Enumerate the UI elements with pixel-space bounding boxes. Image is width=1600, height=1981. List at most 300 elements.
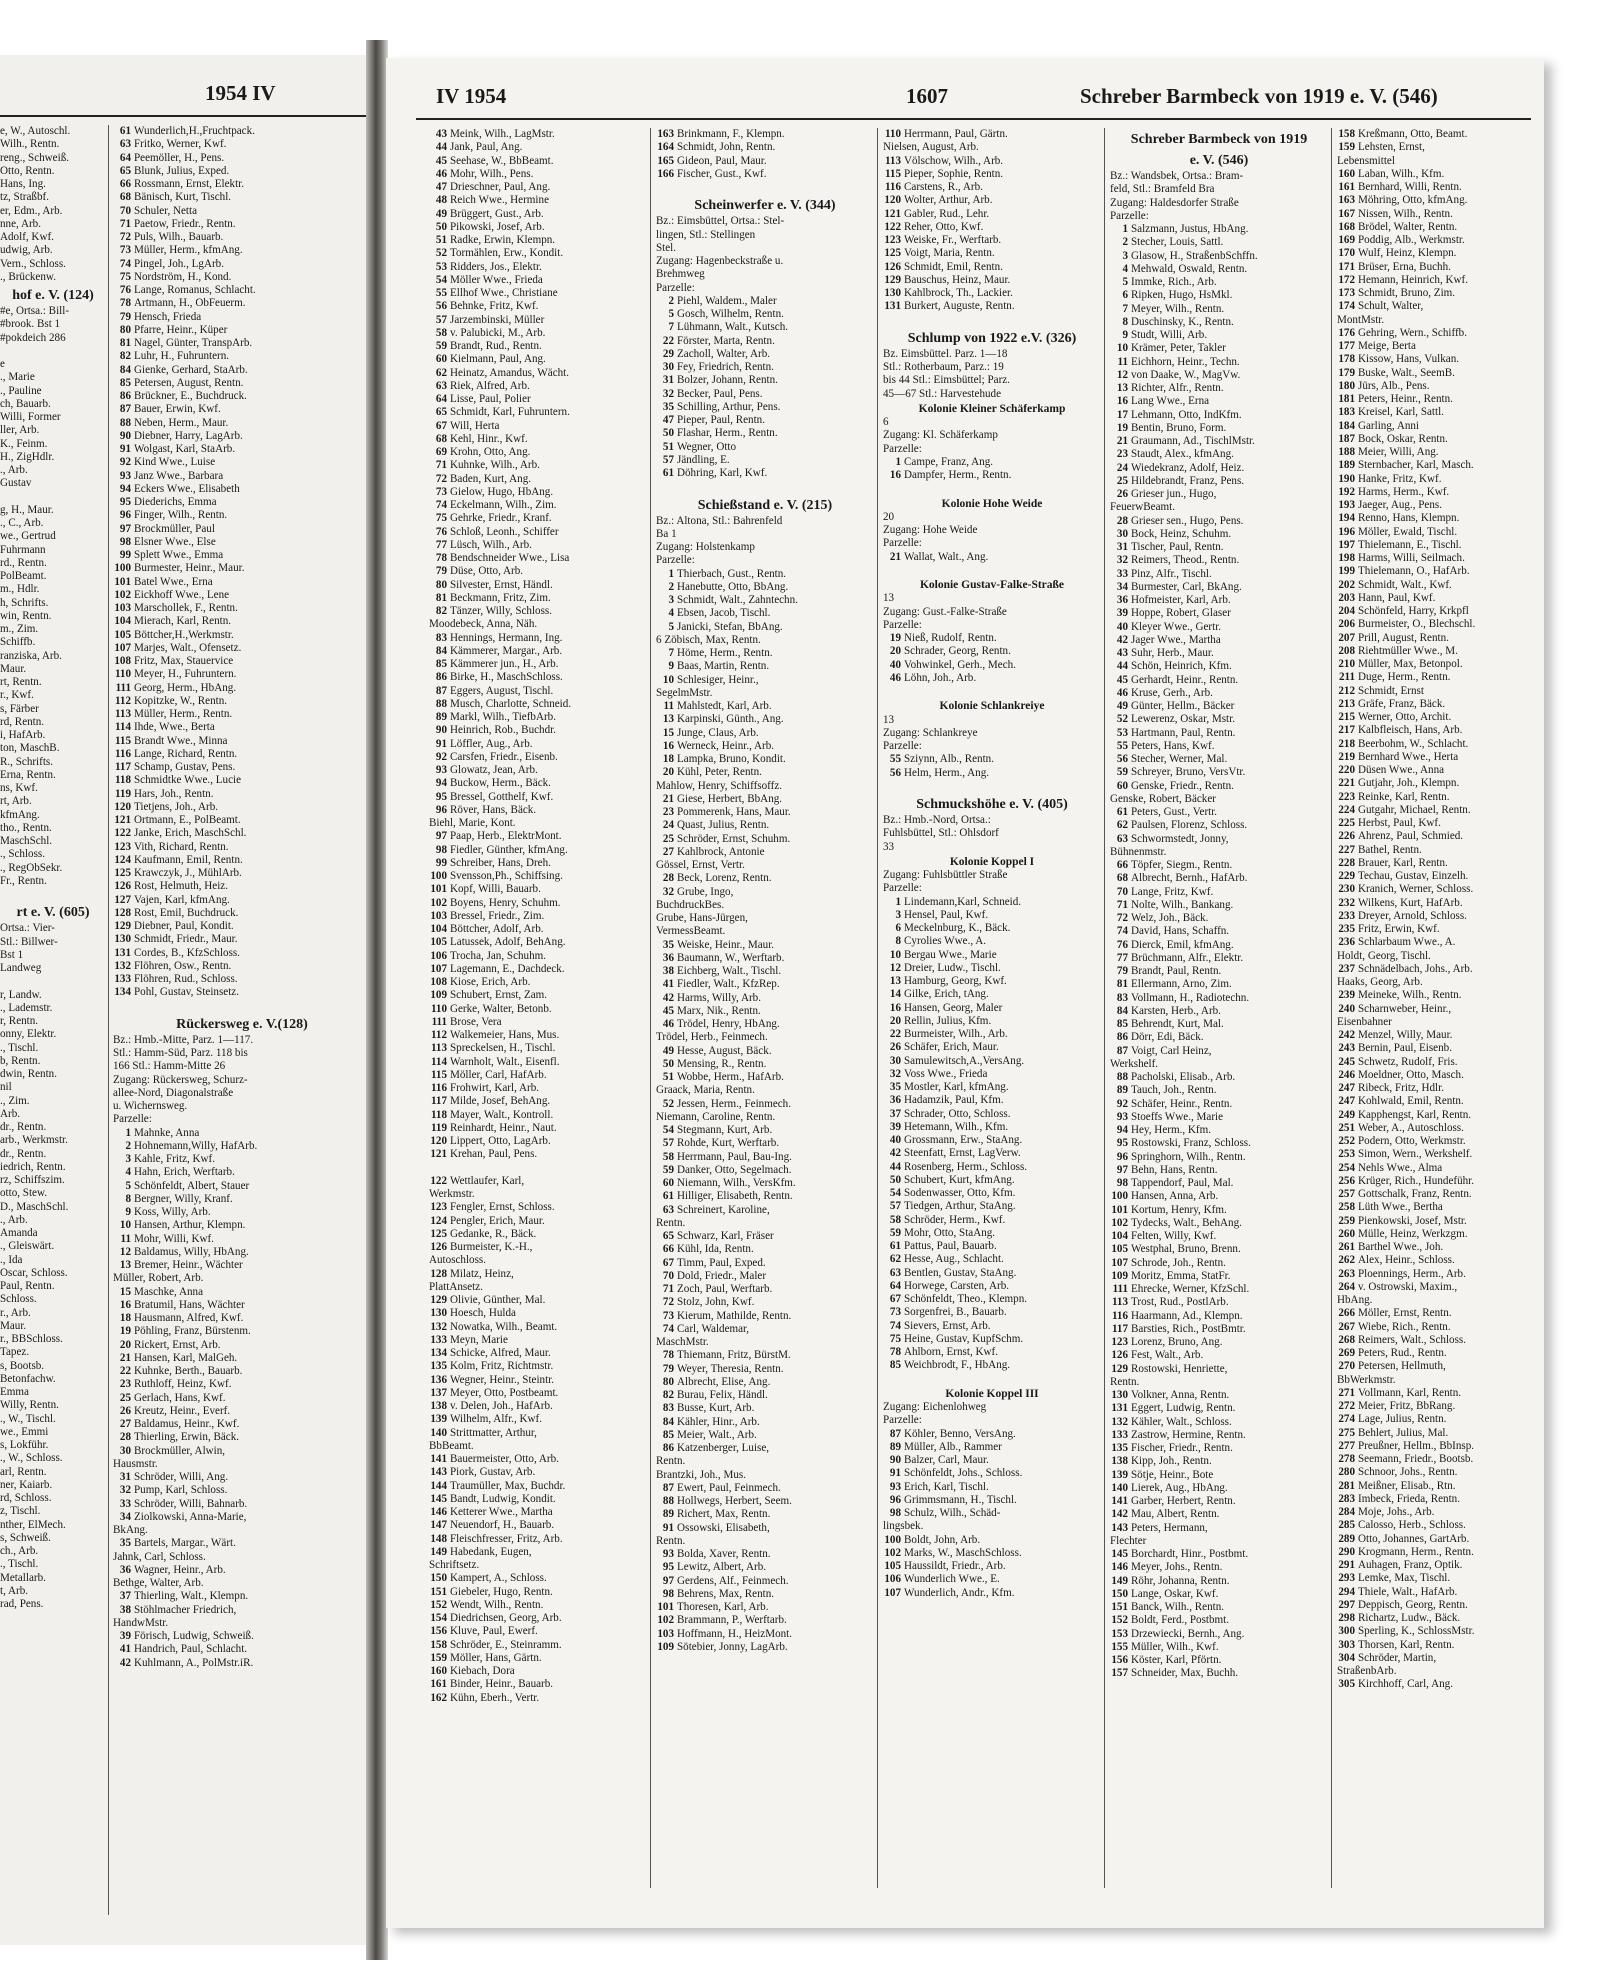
directory-entry: Arb.	[0, 1107, 21, 1120]
directory-entry: 129 Rostowski, Henriette,	[1111, 1362, 1228, 1375]
directory-entry: 97 Paap, Herb., ElektrMont.	[435, 830, 562, 843]
directory-entry: 232 Wilkens, Kurt, HafArb.	[1338, 896, 1463, 909]
directory-entry: 93 Stoeffs Wwe., Marie	[1116, 1110, 1224, 1123]
directory-entry: 37 Thierling, Walt., Klempn.	[119, 1590, 249, 1603]
directory-entry: PolBeamt.	[0, 570, 47, 582]
directory-entry: Holdt, Georg, Tischl.	[1337, 949, 1431, 962]
directory-entry: 137 Meyer, Otto, Postbeamt.	[430, 1386, 559, 1399]
directory-entry: 52 Tormählen, Erw., Kondit.	[435, 247, 564, 260]
directory-entry: 77 Lüsch, Wilh., Arb.	[435, 538, 532, 551]
directory-entry: 128 Milatz, Heinz,	[430, 1267, 514, 1280]
directory-entry: 217 Kalbfleisch, Hans, Arb.	[1338, 724, 1463, 737]
directory-entry: 91 Wolgast, Karl, StaArb.	[119, 443, 236, 455]
directory-entry: 66 Töpfer, Siegm., Rentn.	[1116, 859, 1233, 871]
directory-entry: 245 Schwetz, Rudolf, Fris.	[1338, 1055, 1458, 1068]
directory-entry: 10 Hansen, Arthur, Klempn.	[119, 1219, 246, 1232]
directory-entry: 118 Mayer, Walt., Kontroll.	[430, 1108, 554, 1121]
directory-entry: lingen, Stl.: Stellingen	[656, 228, 756, 241]
directory-entry: 55 Sziynn, Alb., Rentn.	[889, 753, 994, 766]
directory-entry: 253 Simon, Wern., Werkshelf.	[1338, 1148, 1473, 1161]
directory-entry: 149 Röhr, Johanna, Rentn.	[1111, 1574, 1230, 1587]
directory-entry: win, Rentn.	[0, 609, 52, 622]
directory-entry: 151 Banck, Wilh., Rentn.	[1111, 1601, 1225, 1613]
directory-entry: 36 Baumann, W., Werftarb.	[662, 951, 785, 964]
directory-entry: 129 Diebner, Paul, Kondit.	[114, 920, 234, 932]
directory-entry: 2 Hohnemann,Willy, HafArb.	[125, 1139, 258, 1152]
directory-entry: 25 Hildebrandt, Franz, Pens.	[1116, 474, 1245, 487]
directory-entry: 44 Jank, Paul, Ang.	[435, 141, 523, 154]
directory-entry: 70 Schuler, Netta	[119, 204, 198, 217]
directory-entry	[883, 564, 1101, 577]
directory-entry: 119 Reinhardt, Heinr., Naut.	[430, 1121, 557, 1134]
directory-entry: 303 Thorsen, Karl, Rentn.	[1338, 1638, 1455, 1651]
directory-entry: 26 Grieser jun., Hugo,	[1116, 488, 1217, 500]
directory-entry: FeuerwBeamt.	[1110, 501, 1176, 514]
directory-entry: 5 Janicki, Stefan, BbAng.	[668, 620, 783, 633]
directory-entry	[0, 345, 106, 358]
directory-entry: 70 Dold, Friedr., Maler	[662, 1269, 767, 1282]
directory-entry: 90 Diebner, Harry, LagArb.	[119, 429, 243, 442]
book-gutter	[366, 40, 388, 1960]
directory-entry: 3 Glasow, H., StraßenbSchffn.	[1122, 249, 1258, 262]
directory-entry: rz, Schiffszim.	[0, 1174, 65, 1186]
directory-entry: 100 Hansen, Anna, Arb.	[1111, 1190, 1219, 1203]
directory-entry: 50 Schubert, Kurt, kfmAng.	[889, 1173, 1015, 1186]
directory-entry: 161 Binder, Heinr., Bauarb.	[430, 1678, 554, 1691]
directory-entry: 35 Bartels, Margar., Wärt.	[119, 1537, 236, 1550]
directory-entry: Paul, Rentn.	[0, 1280, 55, 1292]
directory-entry: 57 Rohde, Kurt, Werftarb.	[662, 1137, 780, 1150]
directory-entry: ton, MaschB.	[0, 742, 60, 755]
directory-entry: 50 Mensing, R., Rentn.	[662, 1057, 767, 1070]
directory-entry: 50 Flashar, Herm., Rentn.	[662, 427, 778, 440]
directory-entry: 10 Krämer, Peter, Takler	[1116, 342, 1226, 355]
directory-entry: 19 Bentin, Bruno, Form.	[1116, 421, 1227, 434]
directory-entry: 134 Pohl, Gustav, Steinsetz.	[114, 986, 239, 999]
directory-entry: 115 Brandt Wwe., Minna	[114, 734, 228, 747]
directory-entry: 24 Wiedekranz, Adolf, Heiz.	[1116, 461, 1245, 474]
directory-entry: Bz. Eimsbüttel. Parz. 1—18	[883, 347, 1008, 360]
directory-entry: u. Wichernsweg.	[113, 1100, 188, 1112]
directory-entry: 207 Prill, August, Rentn.	[1338, 631, 1449, 644]
colony-subheading: Kolonie Hohe Weide	[941, 497, 1043, 510]
directory-entry: 239 Meineke, Wilh., Rentn.	[1338, 989, 1462, 1002]
directory-entry: 60 Kielmann, Paul, Ang.	[435, 353, 546, 366]
directory-entry: 2 Stecher, Louis, Sattl.	[1122, 236, 1224, 249]
directory-entry: 61 Peters, Gust., Vertr.	[1116, 806, 1218, 818]
directory-entry: 56 Stecher, Werner, Mal.	[1116, 753, 1228, 765]
directory-entry: 272 Meier, Fritz, BbRang.	[1338, 1400, 1456, 1412]
directory-entry: 23 Staudt, Alex., kfmAng.	[1116, 448, 1234, 461]
directory-entry: 304 Schröder, Martin,	[1338, 1651, 1437, 1664]
directory-entry: 267 Wiebe, Rich., Rentn.	[1338, 1320, 1451, 1333]
directory-entry: 19 Nieß, Rudolf, Rentn.	[889, 632, 997, 644]
directory-entry: kfmAng.	[0, 808, 40, 821]
directory-entry: 117 Milde, Josef, BehAng.	[430, 1095, 551, 1108]
directory-entry: 30 Fey, Friedrich, Rentn.	[662, 361, 774, 373]
directory-entry: 7 Meyer, Wilh., Rentn.	[1122, 302, 1225, 315]
directory-entry: 95 Diederichs, Emma	[119, 496, 217, 508]
directory-entry: 55 Ellhof Wwe., Christiane	[435, 287, 558, 299]
directory-entry: 32 Reimers, Theod., Rentn.	[1116, 554, 1240, 567]
directory-entry: 72 Stolz, John, Kwf.	[662, 1296, 755, 1309]
directory-entry: 116 Lange, Richard, Rentn.	[114, 747, 238, 760]
directory-entry: 22 Burmeister, Wilh., Arb.	[889, 1028, 1008, 1040]
directory-entry: 26 Schäfer, Erich, Maur.	[889, 1041, 999, 1054]
directory-entry: 81 Ellermann, Arno, Zim.	[1116, 978, 1232, 991]
directory-entry: 252 Podern, Otto, Werkmstr.	[1338, 1135, 1466, 1147]
directory-entry: 125 Gedanke, R., Bäck.	[430, 1227, 537, 1240]
directory-entry: 85 Weichbrodt, F., HbAng.	[889, 1359, 1011, 1372]
directory-entry: 85 Meier, Walt., Arb.	[662, 1428, 757, 1441]
directory-entry: 80 Albrecht, Elise, Ang.	[662, 1375, 771, 1388]
directory-entry: 278 Seemann, Friedr., Bootsb.	[1338, 1453, 1474, 1465]
directory-entry: Eisenbahner	[1337, 1015, 1392, 1028]
directory-entry: 254 Nehls Wwe., Alma	[1338, 1161, 1443, 1174]
directory-entry: Parzelle:	[656, 554, 695, 567]
directory-entry: 31 Tischer, Paul, Rentn.	[1116, 541, 1224, 553]
directory-entry: 22 Kuhnke, Berth., Bauarb.	[119, 1365, 243, 1377]
directory-entry: 140 Strittmatter, Arthur,	[430, 1426, 537, 1439]
directory-entry: rd., Rentn.	[0, 556, 47, 569]
directory-entry: 112 Walkemeier, Hans, Mus.	[430, 1029, 560, 1041]
directory-entry: 117 Barsties, Rich., PostBmtr.	[1111, 1322, 1246, 1335]
directory-entry: 132 Kähler, Walt., Schloss.	[1111, 1415, 1232, 1428]
directory-entry: 12 von Daake, W., MagVw.	[1116, 368, 1241, 381]
directory-entry: 43 Meink, Wilh., LagMstr.	[435, 128, 555, 140]
directory-entry	[0, 491, 106, 504]
directory-entry: 104 Mierach, Karl, Rentn.	[114, 615, 232, 628]
directory-entry: Stl.: Hamm-Süd, Parz. 118 bis	[113, 1047, 248, 1059]
directory-entry: 10 Bergau Wwe., Marie	[889, 948, 997, 961]
directory-entry: Stl.: Rotherbaum, Parz.: 19	[883, 361, 1004, 373]
directory-entry: r, Rentn.	[0, 1015, 39, 1027]
directory-entry: g, H., Maur.	[0, 503, 54, 516]
directory-entry: we., Gertrud	[0, 530, 56, 543]
directory-entry: 132 Flöhren, Osw., Rentn.	[114, 959, 232, 972]
directory-entry: ns, Kwf.	[0, 782, 38, 794]
directory-entry: 228 Brauer, Karl, Rentn.	[1338, 856, 1448, 869]
directory-entry: 97 Brockmüller, Paul	[119, 522, 215, 535]
right-page-header-left: IV 1954	[436, 84, 507, 108]
directory-entry: 2 Piehl, Waldem., Maler	[668, 294, 777, 307]
directory-entry: Gössel, Ernst, Vertr.	[656, 859, 745, 871]
directory-entry: 123 Weiske, Fr., Werftarb.	[884, 234, 1002, 246]
directory-entry: 83 Vollmann, H., Radiotechn.	[1116, 991, 1250, 1004]
directory-entry: Oscar, Schloss.	[0, 1266, 68, 1279]
directory-entry: 111 Georg, Herm., HbAng.	[115, 681, 237, 694]
directory-entry: 249 Kapphengst, Karl, Rentn.	[1338, 1108, 1472, 1121]
directory-entry: 125 Voigt, Maria, Rentn.	[884, 247, 995, 260]
directory-entry: 5 Gosch, Wilhelm, Rentn.	[668, 308, 784, 320]
directory-entry: 1 Salzmann, Justus, HbAng.	[1122, 223, 1249, 235]
directory-entry: 118 Schmidtke Wwe., Lucie	[114, 774, 242, 787]
directory-entry: 109 Sötebier, Jonny, LagArb.	[657, 1640, 788, 1653]
directory-entry: 102 Brammann, P., Werftarb.	[657, 1614, 787, 1627]
directory-entry: ., Marie	[0, 371, 35, 384]
directory-entry: Brehmweg	[656, 268, 705, 281]
directory-entry: 100 Boldt, John, Arb.	[884, 1533, 981, 1546]
directory-entry: 227 Bathel, Rentn.	[1338, 843, 1422, 856]
directory-entry: 123 Lorenz, Bruno, Ang.	[1111, 1336, 1223, 1348]
colony-subheading: Kolonie Koppel III	[945, 1387, 1039, 1400]
directory-entry: 7 Höme, Herm., Rentn.	[668, 647, 773, 659]
directory-entry: 107 Wunderlich, Andr., Kfm.	[884, 1586, 1015, 1599]
directory-entry: 169 Poddig, Alb., Werkmstr.	[1338, 234, 1465, 246]
association-heading: Schlump von 1922 e.V. (326)	[907, 330, 1077, 346]
directory-entry: 133 Zastrow, Hermine, Rentn.	[1111, 1428, 1246, 1441]
directory-entry: 139 Sötje, Heinr., Bote	[1111, 1468, 1214, 1481]
directory-entry: 120 Wolter, Arthur, Arb.	[884, 194, 993, 207]
directory-entry: 11 Mahlstedt, Karl, Arb.	[663, 700, 772, 712]
directory-entry: dwin, Rentn.	[0, 1068, 58, 1080]
directory-entry: Fr., Rentn.	[0, 874, 47, 887]
directory-entry: 94 Buckow, Herm., Bäck.	[435, 777, 551, 790]
directory-entry: 204 Schönfeld, Harry, Krkpfl	[1338, 605, 1469, 617]
directory-entry: 115 Möller, Carl, HafArb.	[430, 1068, 547, 1081]
directory-entry: 16 Werneck, Heinr., Arb.	[662, 739, 775, 752]
directory-entry: 89 Müller, Alb., Rammer	[889, 1440, 1002, 1453]
directory-entry: 32 Becker, Paul, Pens.	[662, 387, 763, 400]
directory-entry: 42 Jager Wwe., Martha	[1116, 633, 1221, 646]
directory-entry: 27 Baldamus, Heinr., Kwf.	[119, 1418, 240, 1430]
directory-entry: Zugang: Gust.-Falke-Straße	[883, 605, 1007, 618]
directory-entry: 281 Meißner, Elisab., Rtn.	[1338, 1479, 1456, 1492]
directory-entry: 102 Marks, W., MaschSchloss.	[884, 1546, 1022, 1559]
directory-entry: 16 Bratumil, Hans, Wächter	[119, 1298, 245, 1311]
directory-entry: 13 Hamburg, Georg, Kwf.	[889, 975, 1007, 987]
directory-entry: Lebensmittel	[1337, 154, 1395, 167]
directory-entry: 236 Schlarbaum Wwe., A.	[1338, 936, 1456, 949]
directory-entry: Rentn.	[656, 1455, 686, 1468]
directory-entry: Trödel, Herb., Feinmech.	[656, 1031, 768, 1044]
directory-entry: 224 Gutgahr, Michael, Rentn.	[1338, 803, 1471, 816]
directory-entry: 96 Finger, Wilh., Rentn.	[119, 509, 228, 522]
directory-entry: 67 Will, Herta	[435, 419, 500, 432]
directory-entry: MontMstr.	[1337, 313, 1385, 326]
directory-entry: 32 Grube, Ingo,	[662, 885, 734, 898]
directory-entry: 50 Pikowski, Josef, Arb.	[435, 220, 545, 233]
directory-entry: 28 Thierling, Erwin, Bäck.	[119, 1431, 240, 1444]
directory-entry: 181 Peters, Heinr., Rentn.	[1338, 393, 1453, 405]
directory-entry: 126 Rost, Helmuth, Heiz.	[114, 880, 228, 893]
directory-entry: 111 Brose, Vera	[431, 1015, 502, 1028]
directory-entry: 65 Schwarz, Karl, Fräser	[662, 1230, 774, 1242]
directory-entry: 116 Frohwirt, Karl, Arb.	[430, 1082, 540, 1094]
directory-entry: 27 Kahlbrock, Antonie	[662, 845, 765, 858]
directory-entry: 42 Harms, Willy, Arb.	[662, 991, 761, 1004]
directory-entry: 96 Grimmsmann, H., Tischl.	[889, 1493, 1017, 1506]
directory-entry: 37 Schrader, Otto, Schloss.	[889, 1107, 1011, 1120]
directory-entry: 6 Ripken, Hugo, HsMkl.	[1122, 289, 1233, 302]
directory-entry: 8 Cyrolies Wwe., A.	[895, 935, 987, 948]
directory-entry: #brook. Bst 1	[0, 318, 61, 331]
directory-entry: Bühnenmstr.	[1110, 845, 1167, 858]
directory-entry: 88 Musch, Charlotte, Schneid.	[435, 697, 572, 710]
directory-entry: 43 Suhr, Herb., Maur.	[1116, 647, 1214, 659]
directory-entry: 102 Boyens, Henry, Schuhm.	[430, 896, 561, 909]
directory-entry: Werkmstr.	[429, 1188, 475, 1200]
directory-entry: 264 v. Ostrowski, Maxim.,	[1338, 1280, 1458, 1293]
directory-entry: 138 v. Delen, Joh., HafArb.	[430, 1400, 553, 1412]
directory-entry: 72 Puls, Wilh., Bauarb.	[119, 231, 224, 243]
directory-entry: 262 Alex, Heinr., Schloss.	[1338, 1254, 1455, 1267]
directory-entry: s, Färber	[0, 702, 39, 715]
directory-entry: 294 Thiele, Walt., HafArb.	[1338, 1585, 1458, 1598]
directory-entry: 263 Ploennings, Herm., Arb.	[1338, 1267, 1466, 1280]
directory-entry: 73 Sorgenfrei, B., Bauarb.	[889, 1306, 1007, 1319]
directory-entry: Parzelle:	[883, 882, 922, 895]
directory-entry: 83 Hennings, Hermann, Ing.	[435, 631, 563, 644]
directory-entry: 45—67 Stl.: Harvestehude	[883, 387, 1002, 400]
directory-entry: 110 Meyer, H., Fuhruntern.	[114, 668, 237, 681]
directory-entry: m., Hdlr.	[0, 583, 40, 596]
directory-entry: 105 Westphal, Bruno, Brenn.	[1111, 1243, 1241, 1256]
directory-entry: 98 Elsner Wwe., Else	[119, 535, 216, 548]
directory-entry: 113 Spreckelsen, H., Tischl.	[430, 1042, 556, 1055]
directory-entry: 5 Immke, Rich., Arb.	[1122, 276, 1217, 288]
directory-entry: Jahnk, Carl, Schloss.	[113, 1550, 206, 1563]
directory-entry: 71 Zoch, Paul, Werftarb.	[662, 1283, 773, 1295]
directory-entry: reng., Schweiß.	[0, 151, 70, 164]
directory-entry: Parzelle:	[1110, 209, 1149, 222]
directory-entry: 145 Borchardt, Hinr., Postbmt.	[1111, 1548, 1249, 1560]
directory-entry: 65 Blunk, Julius, Exped.	[119, 164, 230, 177]
page-number: 1607	[906, 84, 948, 108]
directory-entry: 59 Danker, Otto, Segelmach.	[662, 1163, 792, 1176]
directory-entry: Parzelle:	[113, 1113, 152, 1126]
directory-entry: 104 Böttcher, Adolf, Arb.	[430, 923, 544, 935]
directory-entry: 87 Ewert, Paul, Feinmech.	[662, 1481, 781, 1494]
directory-entry: 74 David, Hans, Schaffn.	[1116, 925, 1230, 938]
directory-entry: 120 Lippert, Otto, LagArb.	[430, 1135, 551, 1147]
directory-entry: 113 Trost, Rud., PostlArb.	[1111, 1296, 1229, 1309]
directory-entry: 67 Schönfeldt, Theo., Klempn.	[889, 1293, 1028, 1305]
directory-entry: 6 Meckelnburg, K., Bäck.	[895, 922, 1011, 934]
directory-entry: 161 Bernhard, Willi, Rentn.	[1338, 181, 1462, 193]
directory-entry: 285 Calosso, Herb., Schloss.	[1338, 1519, 1466, 1532]
association-heading: rt e. V. (605)	[16, 905, 90, 921]
directory-entry: R., Schrifts.	[0, 755, 54, 768]
directory-entry: 88 Hollwegs, Herbert, Seem.	[662, 1495, 792, 1507]
directory-entry: i, HafArb.	[0, 729, 46, 741]
directory-entry: 33	[883, 840, 895, 853]
directory-entry: 65 Schmidt, Karl, Fuhruntern.	[435, 406, 570, 419]
directory-entry: 41 Handrich, Paul, Schlacht.	[119, 1643, 248, 1656]
directory-entry: 100 Svensson,Ph., Schiffsing.	[430, 870, 563, 882]
directory-entry: 63 Schreinert, Karoline,	[662, 1203, 770, 1216]
directory-entry: 35 Schilling, Arthur, Pens.	[662, 400, 781, 413]
directory-entry: Zugang: Kl. Schäferkamp	[883, 429, 998, 442]
directory-entry: 10 Schlesiger, Heinr.,	[662, 673, 759, 686]
directory-entry: 105 Haussildt, Friedr., Arb.	[884, 1560, 1006, 1572]
directory-entry: 300 Sperling, K., SchlossMstr.	[1338, 1625, 1475, 1638]
directory-entry: 240 Scharnweber, Heinr.,	[1338, 1002, 1452, 1015]
directory-entry: 156 Kluve, Paul, Ewerf.	[430, 1625, 538, 1638]
directory-entry: 57 Jarzembinski, Müller	[435, 313, 545, 326]
directory-entry: 131 Burkert, Auguste, Rentn.	[884, 300, 1015, 313]
directory-entry: 160 Laban, Wilh., Kfm.	[1338, 167, 1445, 180]
directory-entry: Parzelle:	[883, 442, 922, 455]
directory-entry: Niemann, Caroline, Rentn.	[656, 1110, 776, 1123]
directory-entry: 130 Schmidt, Friedr., Maur.	[114, 933, 238, 946]
association-heading: Schmuckshöhe e. V. (405)	[916, 797, 1068, 812]
directory-entry: 160 Kiebach, Dora	[430, 1665, 515, 1677]
directory-entry: 78 Artmann, H., ObFeuerm.	[119, 297, 246, 310]
directory-entry: 174 Schult, Walter,	[1338, 300, 1424, 313]
directory-entry: 116 Carstens, R., Arb.	[884, 181, 983, 193]
right-column-2	[656, 128, 874, 1654]
directory-entry: 23 Ruthloff, Heinz, Kwf.	[119, 1378, 232, 1391]
directory-entry: 36 Wagner, Heinr., Arb.	[119, 1563, 226, 1576]
directory-entry: 113 Müller, Herm., Rentn.	[114, 708, 233, 720]
directory-entry: 134 Schicke, Alfred, Maur.	[430, 1347, 551, 1359]
directory-entry	[0, 975, 106, 988]
directory-entry: Mahlow, Henry, Schiffsoffz.	[656, 779, 783, 792]
directory-entry: 54 Stegmann, Kurt, Arb.	[662, 1124, 773, 1136]
directory-entry: 89 Richert, Max, Rentn.	[662, 1508, 771, 1521]
directory-entry: 16 Lang Wwe., Erna	[1116, 395, 1210, 408]
directory-entry: Ortsa.: Vier-	[0, 922, 55, 935]
directory-entry: 85 Behrendt, Kurt, Mal.	[1116, 1018, 1224, 1030]
directory-entry: 150 Kampert, A., Schloss.	[430, 1572, 547, 1585]
directory-entry: ., Pauline	[0, 384, 42, 397]
directory-entry: 18 Hausmann, Alfred, Kwf.	[119, 1312, 244, 1324]
directory-entry: 1 Thierbach, Gust., Rentn.	[668, 567, 787, 580]
directory-entry: Wilh., Rentn.	[0, 138, 60, 151]
directory-entry: Stel.	[656, 241, 677, 254]
directory-entry: 63 Riek, Alfred, Arb.	[435, 379, 530, 392]
left-page-header: 1954 IV	[205, 81, 276, 105]
directory-entry: 86 Dörr, Edi, Bäck.	[1116, 1031, 1204, 1044]
directory-entry: s, Schweiß.	[0, 1531, 51, 1544]
directory-entry: Haaks, Georg, Arb.	[1337, 976, 1423, 988]
directory-entry: ch, Bauarb.	[0, 397, 51, 410]
directory-entry: 107 Schrode, Joh., Rentn.	[1111, 1256, 1226, 1269]
directory-entry: 36 Hadamzik, Paul, Kfm.	[889, 1094, 1004, 1107]
directory-entry: 122 Wettlaufer, Karl,	[430, 1174, 525, 1187]
directory-entry: 103 Bressel, Friedr., Zim.	[430, 909, 545, 922]
directory-entry: iedrich, Rentn.	[0, 1160, 66, 1173]
directory-entry: Biehl, Marie, Kont.	[429, 817, 516, 829]
directory-entry: Parzelle:	[883, 1414, 922, 1427]
directory-entry: 44 Schön, Heinrich, Kfm.	[1116, 660, 1232, 673]
directory-entry: Bst 1	[0, 948, 24, 961]
directory-entry: 67 Timm, Paul, Exped.	[662, 1256, 766, 1269]
directory-entry: 9 Baas, Martin, Rentn.	[668, 660, 770, 673]
directory-entry: 233 Dreyer, Arnold, Schloss.	[1338, 909, 1467, 922]
directory-entry: onny, Elektr.	[0, 1028, 57, 1041]
directory-entry: ., Tischl.	[0, 1041, 39, 1054]
directory-entry: 85 Petersen, August, Rentn.	[119, 376, 244, 389]
directory-entry: 63 Bentlen, Gustav, StaAng.	[889, 1266, 1017, 1279]
directory-entry: 35 Weiske, Heinr., Maur.	[662, 938, 775, 951]
directory-entry: 130 Hoesch, Hulda	[430, 1307, 516, 1320]
directory-entry: 305 Kirchhoff, Carl, Ang.	[1338, 1678, 1454, 1691]
directory-entry: 146 Ketterer Wwe., Martha	[430, 1506, 553, 1518]
directory-entry: rd, Rentn.	[0, 715, 45, 728]
directory-entry: 130 Volkner, Anna, Rentn.	[1111, 1389, 1230, 1401]
directory-entry: Emma	[0, 1386, 29, 1398]
directory-entry: Amanda	[0, 1227, 38, 1239]
directory-entry: 284 Moje, Johs., Arb.	[1338, 1506, 1435, 1518]
directory-entry: 74 Carl, Waldemar,	[662, 1322, 750, 1335]
directory-entry: 56 Behnke, Fritz, Kwf.	[435, 300, 539, 313]
directory-entry: 45 Seehase, W., BbBeamt.	[435, 154, 554, 167]
directory-entry: 126 Fest, Walt., Arb.	[1111, 1349, 1204, 1362]
directory-entry: 93 Bolda, Xaver, Rentn.	[662, 1548, 771, 1560]
directory-entry: 31 Schröder, Willi, Ang.	[119, 1471, 229, 1483]
